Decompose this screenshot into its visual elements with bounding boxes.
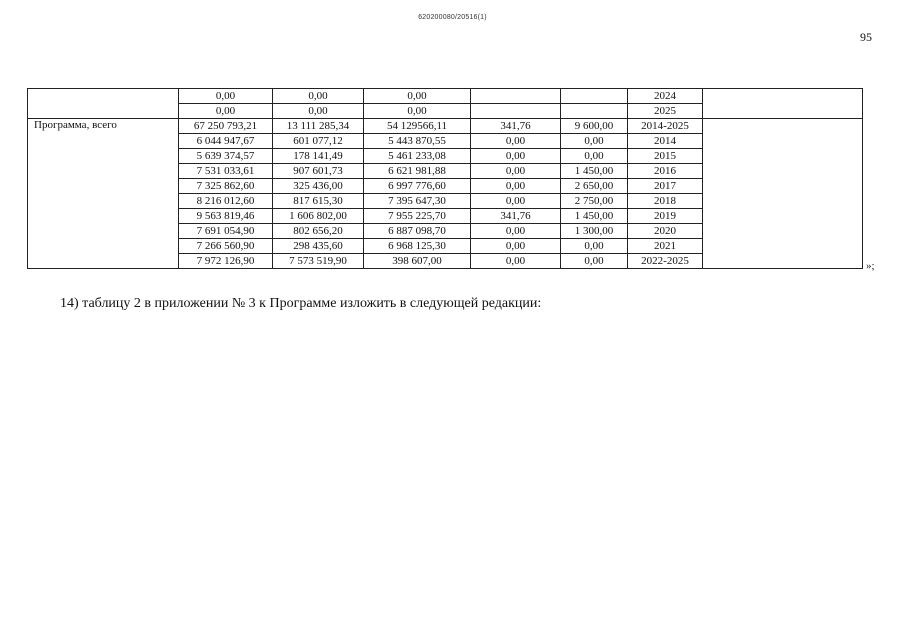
table-cell-c5 — [561, 89, 628, 104]
table-cell-c1: 9 563 819,46 — [179, 209, 273, 224]
table-cell-c2: 907 601,73 — [273, 164, 364, 179]
table-cell-year: 2021 — [628, 239, 703, 254]
table-cell-c4: 0,00 — [471, 149, 561, 164]
table-cell-c5: 0,00 — [561, 254, 628, 269]
table-cell-year: 2024 — [628, 89, 703, 104]
table-cell-c5: 2 650,00 — [561, 179, 628, 194]
table-cell-c3: 6 621 981,88 — [364, 164, 471, 179]
table-cell-year: 2018 — [628, 194, 703, 209]
table-cell-c5: 1 450,00 — [561, 164, 628, 179]
table-cell-c3: 5 461 233,08 — [364, 149, 471, 164]
table-cell-c1: 0,00 — [179, 104, 273, 119]
table-cell-c1: 5 639 374,57 — [179, 149, 273, 164]
financing-table — [27, 88, 863, 269]
table-cell-c4: 341,76 — [471, 119, 561, 134]
table-row — [28, 89, 863, 104]
table-cell-c1: 0,00 — [179, 89, 273, 104]
table-cell-c5: 0,00 — [561, 239, 628, 254]
table-cell-c2: 13 111 285,34 — [273, 119, 364, 134]
table-cell-c2: 7 573 519,90 — [273, 254, 364, 269]
table-cell-c2: 817 615,30 — [273, 194, 364, 209]
table-cell-year: 2016 — [628, 164, 703, 179]
table-cell-c3: 5 443 870,55 — [364, 134, 471, 149]
table-cell-c2: 325 436,00 — [273, 179, 364, 194]
table-cell-year: 2014 — [628, 134, 703, 149]
table-cell-c3: 0,00 — [364, 89, 471, 104]
table-cell-c4: 0,00 — [471, 134, 561, 149]
table-cell-c5: 1 300,00 — [561, 224, 628, 239]
row-label-cell — [28, 89, 179, 119]
table-cell-c4: 341,76 — [471, 209, 561, 224]
table-cell-year: 2014-2025 — [628, 119, 703, 134]
table-cell-c1: 7 266 560,90 — [179, 239, 273, 254]
table-cell-c4: 0,00 — [471, 194, 561, 209]
table-cell-c3: 398 607,00 — [364, 254, 471, 269]
table-cell-c3: 7 395 647,30 — [364, 194, 471, 209]
table-cell-c5 — [561, 104, 628, 119]
table-cell-c5: 9 600,00 — [561, 119, 628, 134]
table-cell-c4 — [471, 89, 561, 104]
table-cell-year: 2019 — [628, 209, 703, 224]
page-number: 95 — [860, 30, 872, 44]
table-cell-c5: 1 450,00 — [561, 209, 628, 224]
note-cell — [703, 89, 863, 119]
table-cell-c1: 7 325 862,60 — [179, 179, 273, 194]
table-cell-c3: 6 968 125,30 — [364, 239, 471, 254]
table-cell-c1: 7 691 054,90 — [179, 224, 273, 239]
table-cell-c4: 0,00 — [471, 164, 561, 179]
table-cell-year: 2017 — [628, 179, 703, 194]
table-cell-year: 2020 — [628, 224, 703, 239]
table-cell-c3: 6 887 098,70 — [364, 224, 471, 239]
table-cell-c3: 54 129566,11 — [364, 119, 471, 134]
table-cell-c2: 0,00 — [273, 89, 364, 104]
table-cell-c2: 601 077,12 — [273, 134, 364, 149]
table-cell-c2: 1 606 802,00 — [273, 209, 364, 224]
table-cell-c1: 7 972 126,90 — [179, 254, 273, 269]
table-cell-c1: 6 044 947,67 — [179, 134, 273, 149]
table-cell-c1: 7 531 033,61 — [179, 164, 273, 179]
table-cell-c2: 0,00 — [273, 104, 364, 119]
table-cell-c4: 0,00 — [471, 254, 561, 269]
table-cell-c1: 8 216 012,60 — [179, 194, 273, 209]
table-cell-c5: 0,00 — [561, 149, 628, 164]
table-cell-c4: 0,00 — [471, 179, 561, 194]
closing-quote-mark: »; — [866, 260, 875, 272]
table-cell-c4: 0,00 — [471, 239, 561, 254]
table-cell-c2: 178 141,49 — [273, 149, 364, 164]
table-cell-c4 — [471, 104, 561, 119]
table-cell-year: 2025 — [628, 104, 703, 119]
table-cell-c3: 0,00 — [364, 104, 471, 119]
table-cell-c2: 298 435,60 — [273, 239, 364, 254]
note-cell — [703, 119, 863, 269]
table-cell-c4: 0,00 — [471, 224, 561, 239]
document-code: 620200080/20516(1) — [418, 14, 487, 21]
table-cell-year: 2022-2025 — [628, 254, 703, 269]
table-cell-c5: 2 750,00 — [561, 194, 628, 209]
table-cell-c2: 802 656,20 — [273, 224, 364, 239]
table-cell-c1: 67 250 793,21 — [179, 119, 273, 134]
table-cell-year: 2015 — [628, 149, 703, 164]
program-label-cell: Программа, всего — [28, 119, 179, 269]
table-cell-c3: 6 997 776,60 — [364, 179, 471, 194]
table-cell-c3: 7 955 225,70 — [364, 209, 471, 224]
table-cell-c5: 0,00 — [561, 134, 628, 149]
table-row — [28, 119, 863, 134]
instruction-paragraph: 14) таблицу 2 в приложении № 3 к Программе изложить в следующей редакции: — [60, 296, 542, 311]
